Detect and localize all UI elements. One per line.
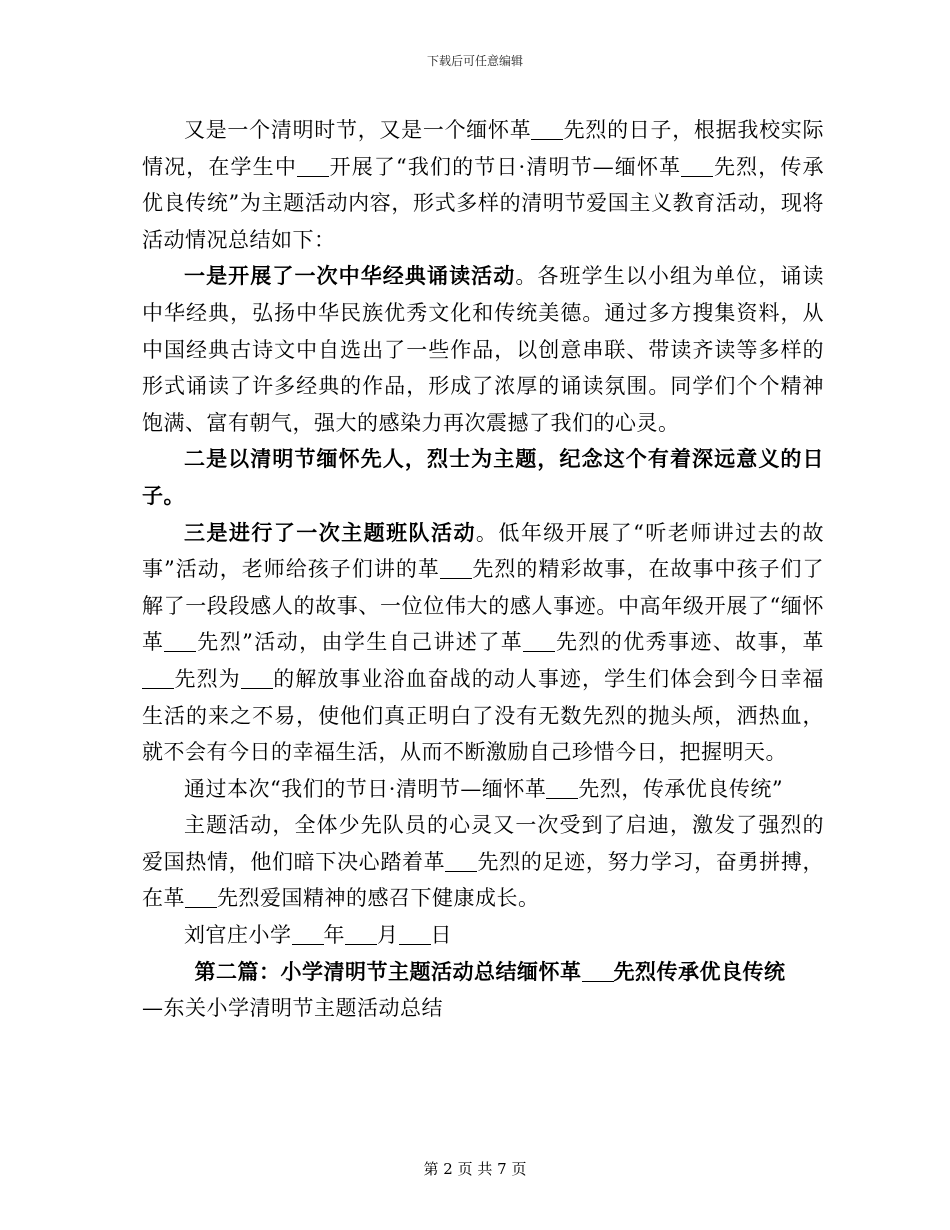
text-run: 先烈的足迹，努力学习，奋勇拼搏，在革	[142, 849, 825, 911]
fill-blank	[241, 667, 273, 689]
text-run: 先烈为	[174, 666, 241, 691]
text-run: 先烈的精彩故事，在故事中孩子们了解了一段段感人的故事、一位位伟大的感人事迹。中高年级开展了“缅怀革	[142, 557, 824, 655]
date-day-label: 日	[430, 923, 452, 948]
fill-blank	[185, 886, 217, 908]
signature-line	[142, 917, 824, 954]
fill-blank	[546, 777, 578, 799]
fill-blank	[142, 667, 174, 689]
text-run: 。各班学生以小组为单位，诵读中华经典，弘扬中华民族优秀文化和传统美德。通过多方搜集资料，从中国经典古诗文中自选出了一些作品，以创意串联、带读齐读等多样的形式诵读了许多经典的作品，形成了浓厚的诵读氛围。同学们个个精神饱满、富有朝气，强大的感染力再次震撼了我们的心灵。	[142, 264, 825, 435]
item-heading: 二是以清明节缅怀先人，烈士为主题，纪念这个有着深远意义的日子。	[142, 447, 824, 508]
date-month-label: 月	[377, 923, 399, 948]
fill-blank	[297, 155, 329, 177]
text-run: 先烈，传承优良传统”为主题活动内容，形式多样的清明节爱国主义教育活动，现将活动情况总结如下：	[142, 154, 824, 252]
fill-blank	[292, 923, 324, 945]
text-run: 先烈的优秀事迹、故事，革	[555, 630, 824, 655]
fill-blank	[582, 960, 614, 982]
fill-blank	[399, 923, 431, 945]
fill-blank	[164, 630, 196, 652]
text-run: 先烈的日子，根据我校实际情况，在学生中	[142, 118, 825, 179]
fill-blank	[523, 630, 555, 652]
paragraph-conclusion	[142, 807, 824, 917]
section-two-subtitle: —东关小学清明节主题活动总结	[142, 996, 443, 1021]
text-run: 的解放事业浴血奋战的动人事迹，学生们体会到今日幸福生活的来之不易，使他们真正明白了没有无数先烈的抛头颅，洒热血，就不会有今日的幸福生活，从而不断激励自己珍惜今日，把握明天。	[142, 666, 825, 765]
text-run: 第二篇：小学清明节主题活动总结缅怀革	[194, 959, 582, 984]
paragraph-item-two	[142, 441, 824, 514]
school-name: 刘官庄小学	[184, 923, 292, 948]
text-run: 先烈”活动，由学生自己讲述了革	[196, 630, 524, 655]
text-run: 先烈传承优良传统	[613, 959, 786, 984]
fill-blank	[445, 850, 477, 872]
section-two-title	[142, 954, 824, 991]
page-number: 第 2 页 共 7 页	[423, 1160, 527, 1178]
text-run: 通过本次“我们的节日·清明节—缅怀革	[184, 776, 547, 801]
fill-blank	[681, 155, 713, 177]
paragraph-theme	[142, 771, 824, 808]
text-run: 先烈爱国精神的感召下健康成长。	[217, 886, 540, 911]
fill-blank	[531, 118, 563, 140]
paragraph-item-one	[142, 258, 824, 441]
item-heading: 三是进行了一次主题班队活动	[184, 520, 476, 545]
text-run: 开展了“我们的节日·清明节—缅怀革	[328, 154, 682, 179]
document-body	[142, 112, 824, 1027]
fill-blank	[345, 923, 377, 945]
date-year-label: 年	[323, 923, 345, 948]
text-run: 先烈，传承优良传统”	[578, 776, 784, 801]
paragraph-item-three	[142, 515, 824, 771]
paragraph-intro	[142, 112, 824, 258]
header-note: 下载后可任意编辑	[426, 54, 523, 68]
text-run: 又是一个清明时节，又是一个缅怀革	[184, 118, 532, 142]
fill-blank	[440, 557, 472, 579]
text-run: 主题活动，全体少先队员的心灵又一次受到了启迪，激发了强烈的爱国热情，他们暗下决心踏着革	[142, 813, 824, 874]
item-heading: 一是开展了一次中华经典诵读活动	[184, 264, 516, 289]
text-run: 。低年级开展了“听老师讲过去的故事”活动，老师给孩子们讲的革	[142, 520, 824, 582]
